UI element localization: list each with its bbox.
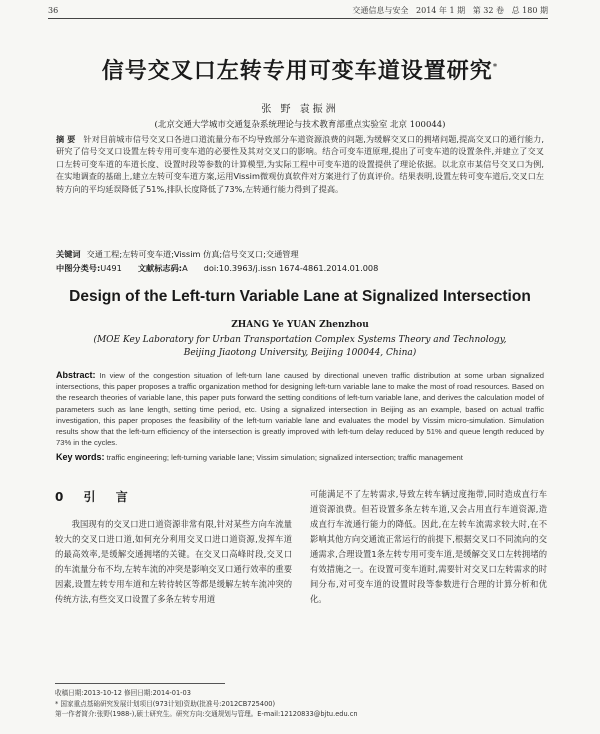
clc-label: 中图分类号: bbox=[56, 263, 101, 273]
total-issue: 总 180 期 bbox=[511, 5, 548, 15]
footnote-received-date: 收稿日期:2013-10-12 修回日期:2014-01-03 bbox=[55, 689, 191, 697]
body-paragraph: 我国现有的交叉口进口道资源非常有限,针对某些方向车流量较大的交叉口进口道,如何充分利用交叉口进口道资源,发挥车道的最高效率,是缓解交通拥堵的关键。在交叉口高峰时段,交叉口的车流量分布不均,左转车流的冲突是影响交叉口通行效率的重要因素,设置左转专用车道和左转待转区等都是缓解左转车流冲突的传统方法,有些交叉口设置了多条左转专用道 bbox=[55, 519, 292, 604]
body-paragraph: 可能满足不了左转需求,导致左转车辆过度拖带,同时造成直行车道资源浪费。但若设置多条左转车道,又会占用直行车道资源,造成直行车流通行能力的降低。因此,在左转车流需求较大时,在不影响其他方向交通流正常运行的前提下,根据交叉口不同流向的交通需求,合理设置1条左转专用可变车道,是缓解交叉口左转拥堵的有效措施之一。在设置可变车道时,需要针对交叉口左转需求的时间分布,对可变车道的设置时段等参数进行合理的计算分析和优化。 bbox=[310, 489, 547, 604]
chinese-keywords-label: 关键词 bbox=[56, 249, 81, 259]
clc-value: U491 bbox=[100, 263, 122, 273]
volume: 第 32 卷 bbox=[472, 5, 504, 15]
english-affiliation: (MOE Key Laboratory for Urban Transportation Complex Systems Theory and Technology, Beijing Jiaotong University, Beijing 100044, China) bbox=[93, 335, 507, 358]
english-abstract-label: Abstract: bbox=[56, 370, 96, 380]
doi: doi:10.3963/j.issn 1674-4861.2014.01.008 bbox=[203, 263, 379, 273]
journal-name: 交通信息与安全 bbox=[352, 5, 409, 15]
english-keywords-text: traffic engineering; left-turning variable lane; Vissim simulation; signalized intersection; traffic management bbox=[106, 453, 463, 462]
english-keywords bbox=[56, 452, 544, 463]
english-authors: ZHANG Ye YUAN Zhenzhou bbox=[231, 320, 369, 330]
english-title: Design of the Left-turn Variable Lane at Signalized Intersection bbox=[69, 288, 531, 305]
body-column-right bbox=[310, 487, 547, 607]
chinese-abstract bbox=[56, 133, 544, 195]
classification-line bbox=[56, 262, 544, 274]
header-rule bbox=[48, 18, 548, 19]
chinese-title-text: 信号交叉口左转专用可变车道设置研究 bbox=[101, 59, 493, 84]
body-column-left bbox=[55, 487, 292, 607]
chinese-abstract-text: 针对目前城市信号交叉口各进口道流量分布不均导致部分车道资源浪费的问题,为缓解交叉口的拥堵问题,提高交叉口的通行能力,研究了信号交叉口设置左转专用可变车道的必要性及其对交叉口的影响。结合可变车道原理,提出了可变车道的设置条件,并建立了交叉口左转可变车道的车道长度、设置时段等参数的计算模型,为实际工程中可变车道的设置提供了理论依据。以北京市某信号交叉口为例,在实地调查的基础上,建立左转可变车道方案,运用Vissim微观仿真软件对方案进行了仿真评价。结果表明,设置左转可变车道后,交叉口左转方向的平均延误降低了51%,排队长度降低了73%,左转通行能力得到了提高。 bbox=[56, 134, 544, 194]
chinese-keywords-text: 交通工程;左转可变车道;Vissim 仿真;信号交叉口;交通管理 bbox=[86, 249, 299, 259]
section-heading-introduction: 0 引 言 bbox=[55, 490, 136, 504]
chinese-authors: 张 野 袁振洲 bbox=[261, 104, 339, 115]
english-keywords-label: Key words: bbox=[56, 452, 105, 462]
running-header bbox=[48, 3, 548, 17]
footnotes bbox=[55, 688, 548, 720]
footnote-rule bbox=[55, 683, 225, 684]
page-number: 36 bbox=[48, 5, 59, 15]
doc-value: A bbox=[182, 263, 188, 273]
title-footnote-mark: * bbox=[492, 62, 499, 73]
footnote-author-bio: 第一作者简介:张野(1988-),硕士研究生。研究方向:交通规划与管理。E-mail:12120833@bjtu.edu.cn bbox=[55, 710, 358, 718]
issue: 2014 年 1 期 bbox=[416, 5, 466, 15]
doc-label: 文献标志码: bbox=[137, 263, 183, 273]
chinese-affiliation: (北京交通大学城市交通复杂系统理论与技术教育部重点实验室 北京 100044) bbox=[154, 120, 446, 130]
clc-code bbox=[56, 262, 122, 274]
english-abstract-text: In view of the congestion situation of left-turn lane caused by directional uneven traffic distribution at some urban signalized intersections, this paper proposes a traffic organization method for designing left-turn variable lane to make the most of road resources. Based on the research theories of variable lane, this paper puts forward the setting conditions of left-turn variable lane, and derives the calculation model of parameters such as lane length, setting time period, etc. Using a signalized intersection in Beijing as an example, based on actual traffic investigation, this paper proposes the feasibility of the left-turn variable lane and evaluates the model by Vissim micro-simulation. Simulation results show that the left-turn efficiency of the intersection is greatly improved with left-turn delay reduced by 51% and queue length reduced by 73% in the cycles. bbox=[56, 371, 544, 448]
footnote-funding: * 国家重点基础研究发展计划项目(973计划)资助(批准号:2012CB725400) bbox=[55, 699, 276, 708]
document-code bbox=[138, 262, 188, 274]
chinese-title bbox=[0, 54, 600, 85]
chinese-abstract-label: 摘 要 bbox=[56, 134, 76, 144]
chinese-keywords bbox=[56, 248, 544, 260]
english-abstract bbox=[56, 370, 544, 448]
journal-info bbox=[352, 5, 548, 16]
